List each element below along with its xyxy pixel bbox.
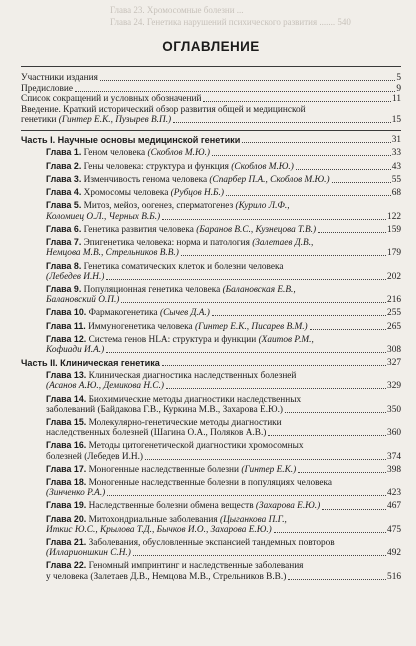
page-number: 255: [387, 308, 401, 319]
part-heading[interactable]: Часть I. Научные основы медицинской генетики 31: [21, 135, 401, 146]
chapter-label: Глава 12.: [46, 333, 87, 344]
chapter-label: Глава 9.: [46, 283, 82, 294]
chapter-entry[interactable]: [21, 321, 401, 332]
bleed-through-line: Глава 23. Хромосомные болезни ...: [110, 6, 244, 15]
chapter-title: Гены человека: структура и функция: [83, 161, 229, 172]
chapter-title: Генетика соматических клеток и болезни человека: [83, 261, 284, 272]
chapter-entry[interactable]: [21, 477, 401, 498]
chapter-author: (Цыганкова П.Г.,: [219, 514, 287, 525]
chapter-title: Генетика развития человека: [83, 224, 194, 235]
chapter-entry[interactable]: [21, 307, 401, 318]
chapter-title: Эпигенетика человека: норма и патология: [83, 238, 250, 249]
chapter-label: Глава 3.: [46, 173, 82, 184]
entry-author: (Гинтер Е.К., Пузырев В.П.): [58, 114, 172, 125]
chapter-entry[interactable]: [21, 224, 401, 235]
page-number: 11: [392, 94, 401, 105]
chapter-entry[interactable]: [21, 394, 401, 415]
page-number: 398: [387, 464, 401, 475]
chapter-title: Клиническая диагностика наследственных болезней: [88, 371, 297, 382]
page-number: 308: [387, 344, 401, 355]
chapter-label: Глава 2.: [46, 160, 82, 171]
part-heading[interactable]: Часть II. Клиническая генетика 327: [21, 358, 401, 368]
page-number: 475: [387, 524, 401, 535]
page-number: 33: [391, 148, 401, 159]
chapter-entry[interactable]: [21, 284, 401, 305]
chapter-title: Популяционная генетика человека: [83, 284, 221, 295]
bleed-through-line: Глава 24. Генетика нарушений психического развития ....... 540: [110, 17, 351, 27]
chapter-label: Глава 10.: [46, 307, 87, 318]
chapter-continuation: у человека (Залетаев Д.В., Немцова М.В., Стрельников В.В.): [46, 571, 287, 582]
chapter-author: (Скоблов М.Ю.): [147, 148, 211, 159]
page-number: 327: [387, 358, 401, 368]
chapter-continuation: Немцова М.В., Стрельников В.В.): [46, 248, 179, 259]
chapter-title: Иммуногенетика человека: [88, 321, 193, 332]
chapter-author: (Захарова Е.Ю.): [255, 501, 321, 512]
chapter-continuation: Иткис Ю.С., Крылова Т.Д., Бычков И.О., Захарова Е.Ю.): [46, 524, 272, 535]
chapter-entry[interactable]: [21, 161, 401, 172]
chapter-author: (Гинтер Е.К.): [241, 464, 297, 475]
chapter-entry[interactable]: [21, 174, 401, 185]
toc-entry[interactable]: Введение. Краткий исторический обзор развития общей и медицинской генетики (Гинтер Е.К., Пузырев В.П.) 15: [21, 104, 401, 125]
chapter-author: (Хаитов Р.М.,: [258, 334, 314, 345]
chapter-title: Молекулярно-генетические методы диагностики: [88, 418, 282, 429]
page-number: 467: [387, 501, 401, 512]
front-matter-list: [21, 73, 401, 125]
page-number: 265: [387, 321, 401, 332]
chapter-label: Глава 15.: [46, 417, 87, 428]
chapter-entry[interactable]: [21, 200, 401, 221]
chapter-author: (Рубцов Н.Б.): [170, 188, 224, 199]
chapter-label: Глава 11.: [46, 320, 86, 331]
page-number: 216: [387, 294, 401, 305]
section-divider: [21, 130, 401, 131]
toc-entry[interactable]: Предисловие 9: [21, 83, 401, 94]
chapter-author: (Баранов В.С., Кузнецова Т.В.): [196, 224, 317, 235]
chapter-entry[interactable]: [21, 187, 401, 198]
chapter-continuation: (Зинченко Р.А.): [46, 488, 106, 499]
chapter-author: (Спарбер П.А., Скоблов М.Ю.): [209, 174, 330, 185]
chapter-title: Митохондриальные заболевания: [88, 514, 218, 525]
page-number: 5: [396, 73, 401, 84]
chapter-title: Геномный импринтинг и наследственные заболевания: [88, 561, 304, 572]
chapter-title: Биохимические методы диагностики наследственных: [88, 394, 302, 405]
chapter-continuation: (Лебедев И.Н.): [46, 271, 105, 282]
page-title: ОГЛАВЛЕНИЕ: [162, 39, 260, 54]
chapter-label: Глава 17.: [46, 463, 87, 474]
chapter-label: Глава 18.: [46, 477, 87, 488]
toc-entry[interactable]: Участники издания 5: [21, 73, 401, 84]
chapter-title: Методы цитогенетической диагностики хромосомных: [88, 441, 304, 452]
page-number: 360: [387, 428, 401, 439]
chapter-continuation: заболеваний (Байдакова Г.В., Куркина М.В., Захарова Е.Ю.): [46, 404, 284, 415]
chapter-label: Глава 8.: [46, 260, 82, 271]
chapter-continuation: (Илларионшкин С.Н.): [46, 548, 131, 559]
page-number: 423: [387, 488, 401, 499]
page-number: 350: [387, 404, 401, 415]
page-number: 9: [396, 83, 401, 94]
chapter-entry[interactable]: [21, 537, 401, 558]
chapter-label: Глава 16.: [46, 440, 87, 451]
chapter-entry[interactable]: [21, 370, 401, 391]
chapter-label: Глава 20.: [46, 513, 87, 524]
top-divider: [21, 66, 401, 67]
page-number: 15: [391, 114, 401, 125]
chapter-author: (Курило Л.Ф.,: [235, 201, 290, 212]
page-number: 492: [387, 548, 401, 559]
chapter-title: Система генов HLA: структура и функции: [88, 334, 257, 345]
page-number: 329: [387, 381, 401, 392]
chapter-label: Глава 19.: [46, 500, 87, 511]
chapter-entry[interactable]: [21, 464, 401, 475]
part-1-chapters: [21, 147, 401, 355]
bleed-through-text: [110, 6, 410, 46]
chapter-label: Глава 5.: [46, 200, 82, 211]
chapter-entry[interactable]: [21, 440, 401, 461]
chapter-entry[interactable]: [21, 500, 401, 511]
chapter-entry[interactable]: [21, 261, 401, 282]
page-number: 31: [391, 135, 401, 146]
chapter-title: Изменчивость генома человека: [83, 174, 208, 185]
chapter-label: Глава 21.: [46, 537, 87, 548]
chapter-title: Наследственные болезни обмена веществ: [88, 501, 254, 512]
toc-entry[interactable]: Список сокращений и условных обозначений 11: [21, 94, 401, 105]
page-number: 516: [387, 571, 401, 582]
chapter-label: Глава 6.: [46, 223, 82, 234]
chapter-title: Хромосомы человека: [83, 188, 169, 199]
chapter-label: Глава 22.: [46, 560, 87, 571]
chapter-label: Глава 7.: [46, 237, 82, 248]
chapter-continuation: наследственных болезней (Шагина О.А., Поляков А.В.): [46, 428, 267, 439]
chapter-author: (Залетаев Д.В.,: [252, 238, 314, 249]
table-of-contents: [21, 39, 401, 582]
chapter-entry[interactable]: [21, 237, 401, 258]
chapter-entry[interactable]: [21, 417, 401, 438]
chapter-title: Моногенные наследственные болезни в популяциях человека: [88, 478, 333, 489]
page-number: 202: [387, 271, 401, 282]
page-number: 68: [391, 188, 401, 199]
chapter-label: Глава 1.: [46, 147, 82, 158]
chapter-continuation: (Асанов А.Ю., Демикова Н.С.): [46, 381, 164, 392]
chapter-label: Глава 13.: [46, 370, 87, 381]
chapter-entry[interactable]: [21, 560, 401, 581]
chapter-author: (Сычев Д.А.): [159, 308, 210, 319]
part-2-chapters: [21, 370, 401, 581]
chapter-entry[interactable]: [21, 147, 401, 158]
chapter-continuation: Кофиади И.А.): [46, 344, 105, 355]
chapter-title: Заболевания, обусловленные экспансией тандемных повторов: [88, 538, 335, 549]
chapter-label: Глава 14.: [46, 393, 87, 404]
chapter-continuation: Коломиец О.Л., Черных В.Б.): [46, 211, 161, 222]
page-number: 122: [387, 211, 401, 222]
chapter-continuation: болезней (Лебедев И.Н.): [46, 451, 144, 462]
chapter-author: (Гинтер Е.К., Писарев В.М.): [195, 321, 308, 332]
chapter-entry[interactable]: [21, 334, 401, 355]
page-number: 43: [391, 161, 401, 172]
chapter-entry[interactable]: [21, 514, 401, 535]
page-number: 179: [387, 248, 401, 259]
chapter-continuation: Балановский О.П.): [46, 294, 120, 305]
chapter-author: (Балановская Е.В.,: [222, 284, 296, 295]
page-number: 159: [387, 224, 401, 235]
chapter-title: Фармакогенетика: [88, 308, 158, 319]
chapter-author: (Скоблов М.Ю.): [231, 161, 294, 172]
chapter-title: Митоз, мейоз, оогенез, сперматогенез: [83, 201, 234, 212]
chapter-title: Геном человека: [83, 148, 146, 159]
page-number: 374: [387, 451, 401, 462]
chapter-title: Моногенные наследственные болезни: [88, 464, 240, 475]
chapter-label: Глава 4.: [46, 187, 82, 198]
page-number: 55: [391, 174, 401, 185]
